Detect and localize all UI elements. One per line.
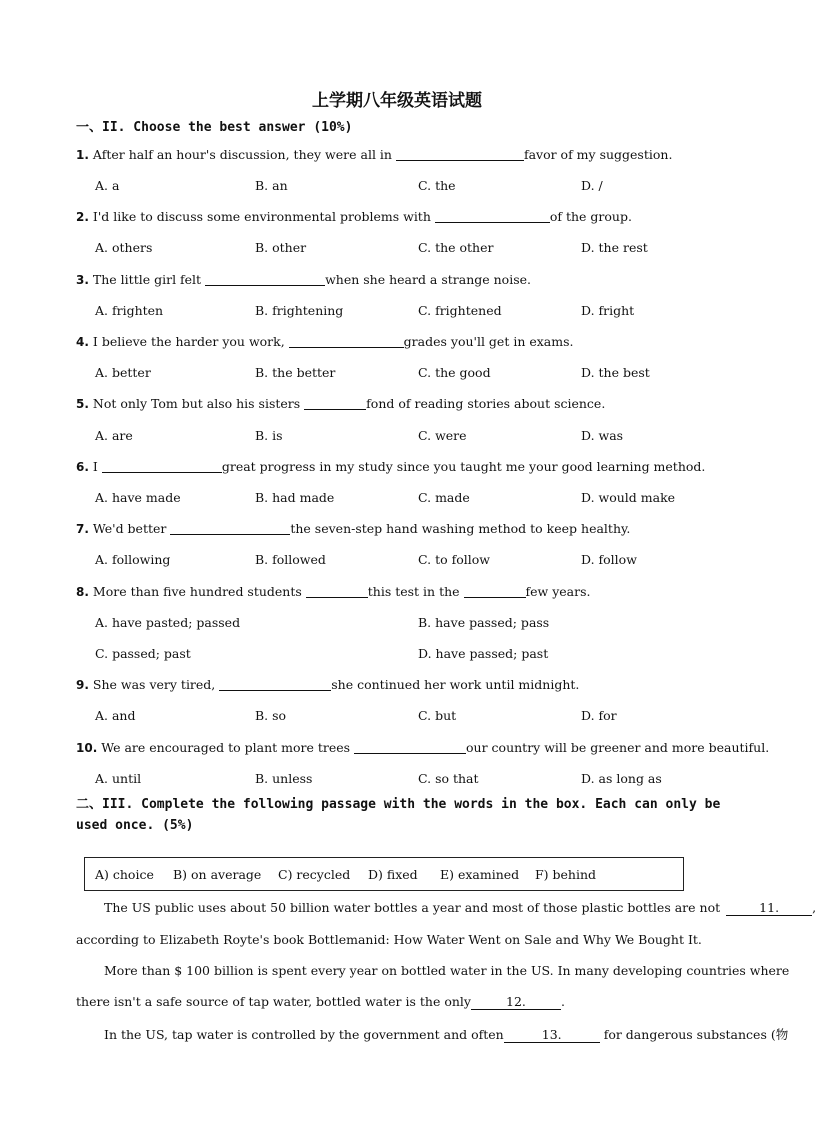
option-d[interactable]: D. have passed; past (418, 646, 549, 661)
word-choice-b: B) on average (173, 867, 262, 882)
option-b[interactable]: B. an (255, 178, 288, 193)
question-text-after: our country will be greener and more beautiful. (466, 740, 770, 755)
word-choice-a: A) choice (95, 867, 154, 882)
question-6 (76, 459, 766, 474)
passage-text: The US public uses about 50 billion water bottles a year and most of those plastic bottles are not (104, 900, 721, 915)
option-d[interactable]: D. fright (581, 303, 635, 318)
passage-blank-11[interactable]: 11. (726, 900, 812, 916)
question-text-after: grades you'll get in exams. (403, 334, 574, 349)
answer-blank (102, 459, 222, 473)
option-a[interactable]: A. are (95, 428, 133, 443)
option-c[interactable]: C. passed; past (95, 646, 191, 661)
option-d[interactable]: D. the best (581, 365, 650, 380)
option-d[interactable]: D. / (581, 178, 603, 193)
option-c[interactable]: C. frightened (418, 303, 502, 318)
passage-blank-13[interactable]: 13. (504, 1027, 600, 1043)
question-text-after: of the group. (549, 209, 632, 224)
option-a[interactable]: A. better (95, 365, 151, 380)
question-text-before: We'd better (92, 521, 171, 536)
question-8 (76, 584, 766, 599)
answer-blank (354, 740, 466, 754)
question-text-after: when she heard a strange noise. (325, 272, 531, 287)
question-4 (76, 334, 766, 349)
passage-text: , (812, 900, 816, 915)
question-text-before: Not only Tom but also his sisters (92, 396, 305, 411)
word-box (84, 857, 684, 891)
passage-p1-line-2: according to Elizabeth Royte's book Bottlemanid: How Water Went on Sale and Why We Bought It. (76, 932, 702, 947)
question-number: 3. (76, 273, 89, 287)
question-number: 6. (76, 460, 89, 474)
question-text-middle: this test in the (367, 584, 464, 599)
option-b[interactable]: B. other (255, 240, 307, 255)
answer-blank (170, 521, 290, 535)
passage-p2-line-1: More than $ 100 billion is spent every year on bottled water in the US. In many developing countries where (104, 963, 790, 978)
question-number: 7. (76, 522, 89, 536)
word-choice-d: D) fixed (368, 867, 418, 882)
exam-title: 上学期八年级英语试题 (312, 91, 482, 111)
word-choice-f: F) behind (535, 867, 597, 882)
option-c[interactable]: C. made (418, 490, 470, 505)
option-c[interactable]: C. to follow (418, 552, 490, 567)
passage-text: In the US, tap water is controlled by the government and often (104, 1027, 504, 1042)
question-1 (76, 147, 766, 162)
question-number: 8. (76, 585, 89, 599)
question-text-after: few years. (525, 584, 591, 599)
answer-blank (289, 334, 404, 348)
option-d[interactable]: D. as long as (581, 771, 662, 786)
option-b[interactable]: B. unless (255, 771, 313, 786)
question-text-after: she continued her work until midnight. (331, 677, 580, 692)
passage-text: . (560, 994, 565, 1009)
option-d[interactable]: D. was (581, 428, 624, 443)
question-text-before: I'd like to discuss some environmental problems with (92, 209, 435, 224)
passage-p2-line-2 (76, 994, 748, 1010)
question-number: 2. (76, 210, 89, 224)
word-choice-c: C) recycled (278, 867, 351, 882)
question-text-before: She was very tired, (92, 677, 220, 692)
answer-blank (396, 147, 524, 161)
section-2-heading-line-1: 二、III. Complete the following passage with the words in the box. Each can only be (76, 797, 721, 812)
option-b[interactable]: B. frightening (255, 303, 344, 318)
option-b[interactable]: B. the better (255, 365, 336, 380)
question-text-after: the seven-step hand washing method to keep healthy. (290, 521, 631, 536)
question-text-before: More than five hundred students (92, 584, 306, 599)
section-1-heading: 一、II. Choose the best answer (10%) (76, 120, 353, 135)
option-c[interactable]: C. the good (418, 365, 491, 380)
question-text-after: fond of reading stories about science. (366, 396, 606, 411)
option-d[interactable]: D. would make (581, 490, 676, 505)
question-number: 10. (76, 741, 98, 755)
question-text-before: I (92, 459, 102, 474)
option-d[interactable]: D. for (581, 708, 617, 723)
question-number: 1. (76, 148, 89, 162)
option-b[interactable]: B. had made (255, 490, 335, 505)
option-a[interactable]: A. until (95, 771, 142, 786)
question-9 (76, 677, 766, 692)
question-text-before: After half an hour's discussion, they were all in (92, 147, 396, 162)
section-2-heading-line-2: used once. (5%) (76, 818, 194, 833)
passage-p3-line-1 (104, 1025, 789, 1043)
option-a[interactable]: A. a (95, 178, 120, 193)
option-d[interactable]: D. the rest (581, 240, 648, 255)
word-choice-e: E) examined (440, 867, 520, 882)
question-3 (76, 272, 766, 287)
answer-blank (205, 272, 325, 286)
option-d[interactable]: D. follow (581, 552, 637, 567)
question-text-before: We are encouraged to plant more trees (101, 740, 355, 755)
option-a[interactable]: A. following (95, 552, 171, 567)
option-a[interactable]: A. frighten (95, 303, 164, 318)
option-c[interactable]: C. the (418, 178, 456, 193)
question-text-before: The little girl felt (92, 272, 206, 287)
question-number: 5. (76, 397, 89, 411)
option-a[interactable]: A. and (95, 708, 136, 723)
answer-blank (464, 584, 526, 598)
answer-blank (306, 584, 368, 598)
question-text-after: favor of my suggestion. (523, 147, 673, 162)
option-b[interactable]: B. so (255, 708, 287, 723)
option-a[interactable]: A. have made (95, 490, 181, 505)
option-c[interactable]: C. but (418, 708, 457, 723)
question-text-after: great progress in my study since you taught me your good learning method. (221, 459, 706, 474)
passage-p1-line-1 (104, 900, 816, 916)
question-number: 4. (76, 335, 89, 349)
question-10 (76, 740, 770, 755)
section-2-heading (76, 794, 756, 836)
option-a[interactable]: A. have pasted; passed (95, 615, 241, 630)
question-5 (76, 396, 766, 411)
passage-text: for dangerous substances (物 (599, 1027, 789, 1042)
option-c[interactable]: C. were (418, 428, 467, 443)
option-b[interactable]: B. followed (255, 552, 326, 567)
option-c[interactable]: C. the other (418, 240, 494, 255)
option-b[interactable]: B. is (255, 428, 283, 443)
answer-blank (219, 677, 331, 691)
answer-blank (435, 209, 550, 223)
answer-blank (304, 396, 366, 410)
passage-blank-12[interactable]: 12. (471, 994, 561, 1010)
option-a[interactable]: A. others (95, 240, 153, 255)
question-text-before: I believe the harder you work, (92, 334, 289, 349)
question-7 (76, 521, 766, 536)
question-number: 9. (76, 678, 89, 692)
option-c[interactable]: C. so that (418, 771, 479, 786)
option-b[interactable]: B. have passed; pass (418, 615, 550, 630)
question-2 (76, 209, 766, 224)
passage-text: there isn't a safe source of tap water, bottled water is the only (76, 994, 471, 1009)
